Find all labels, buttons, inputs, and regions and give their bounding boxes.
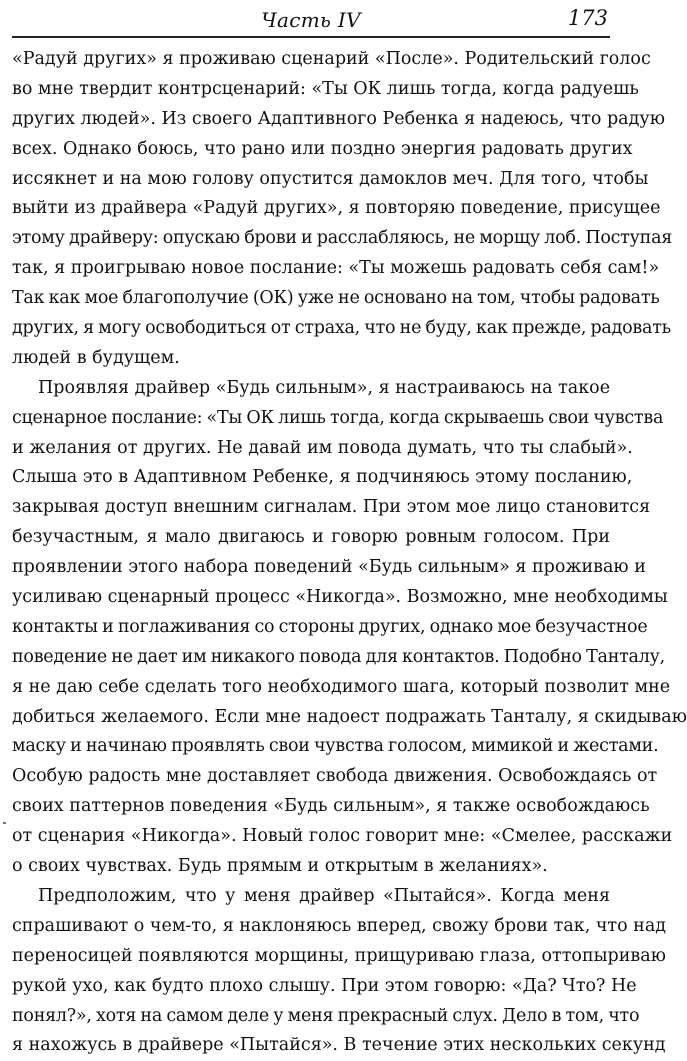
scan-edge-mark: [3, 822, 6, 824]
text-line: от сценария «Никогда». Новый голос говорит мне: «Смелее, расскажи: [12, 826, 673, 847]
running-title: Часть IV: [261, 8, 361, 32]
paragraph-1: [12, 45, 673, 374]
text-line: Слыша это в Адаптивном Ребенке, я подчиняюсь этому посланию,: [12, 467, 633, 488]
paragraph-3: [12, 882, 667, 1061]
text-line: своих паттернов поведения «Будь сильным», я также освобождаюсь: [12, 796, 650, 817]
text-line: я нахожусь в драйвере «Пытайся». В течение этих нескольких секунд: [12, 1035, 666, 1056]
text-line: Проявляя драйвер «Будь сильным», я настраиваюсь на такое: [38, 377, 611, 398]
text-line: безучастным, я мало двигаюсь и говорю ровным голосом. При: [12, 527, 610, 548]
text-line: рукой ухо, как будто плохо слышу. При этом говорю: «Да? Что? Не: [12, 975, 637, 996]
text-line: Так как мое благополучие (ОК) уже не основано на том, чтобы радовать: [12, 288, 660, 309]
paragraph-2: [12, 374, 687, 882]
text-line: добиться желаемого. Если мне надоест подражать Танталу, я скидываю: [12, 706, 687, 727]
text-line: переносицей появляются морщины, прищуриваю глаза, оттопыриваю: [12, 945, 666, 966]
text-line: во мне твердит контрсценарий: «Ты ОК лишь тогда, когда радуешь: [12, 78, 639, 99]
text-line: сценарное послание: «Ты ОК лишь тогда, когда скрываешь свои чувства: [12, 407, 664, 428]
text-line: выйти из драйвера «Радуй других», я повторяю поведение, присущее: [12, 198, 661, 219]
text-line: так, я проигрываю новое послание: «Ты можешь радовать себя сам!»: [12, 258, 660, 279]
page-header: [12, 2, 610, 38]
text-line: и желания от других. Не давай им повода думать, что ты слабый».: [12, 437, 633, 458]
text-line: понял?», хотя на самом деле у меня прекрасный слух. Дело в том, что: [12, 1005, 640, 1026]
text-line: иссякнет и на мою голову опустится дамоклов меч. Для того, чтобы: [12, 168, 649, 189]
text-line: маску и начинаю проявлять свои чувства голосом, мимикой и жестами.: [12, 736, 659, 757]
text-line: Особую радость мне доставляет свобода движения. Освобождаясь от: [12, 766, 658, 787]
page-number: 173: [567, 6, 608, 30]
text-line: спрашивают о чем-то, я наклоняюсь вперед, свожу брови так, что над: [12, 915, 667, 936]
text-line: этому драйверу: опускаю брови и расслабляюсь, не морщу лоб. Поступая: [12, 228, 673, 249]
text-line: всех. Однако боюсь, что рано или поздно энергия радовать других: [12, 138, 633, 159]
text-line: усиливаю сценарный процесс «Никогда». Возможно, мне необходимы: [12, 587, 668, 608]
text-line: закрывая доступ внешним сигналам. При этом мое лицо становится: [12, 497, 651, 518]
text-line: Предположим, что у меня драйвер «Пытайся». Когда меня: [38, 885, 610, 906]
text-line: других людей». Из своего Адаптивного Ребенка я надеюсь, что радую: [12, 108, 665, 129]
text-line: людей в будущем.: [12, 347, 180, 368]
text-line: «Радуй других» я проживаю сценарий «После». Родительский голос: [12, 49, 651, 69]
text-line: о своих чувствах. Будь прямым и открытым в желаниях».: [12, 856, 548, 877]
header-rule: [12, 36, 610, 38]
text-line: проявлении этого набора поведений «Будь сильным» я проживаю и: [12, 557, 646, 578]
text-line: контакты и поглаживания со стороны других, однако мое безучастное: [12, 616, 648, 637]
text-line: я не даю себе сделать того необходимого шага, который позволит мне: [12, 676, 671, 697]
text-line: других, я могу освободиться от страха, что не буду, как прежде, радовать: [12, 318, 671, 339]
body-text: [12, 45, 687, 1061]
text-line: поведение не дает им никакого повода для контактов. Подобно Танталу,: [12, 646, 665, 667]
